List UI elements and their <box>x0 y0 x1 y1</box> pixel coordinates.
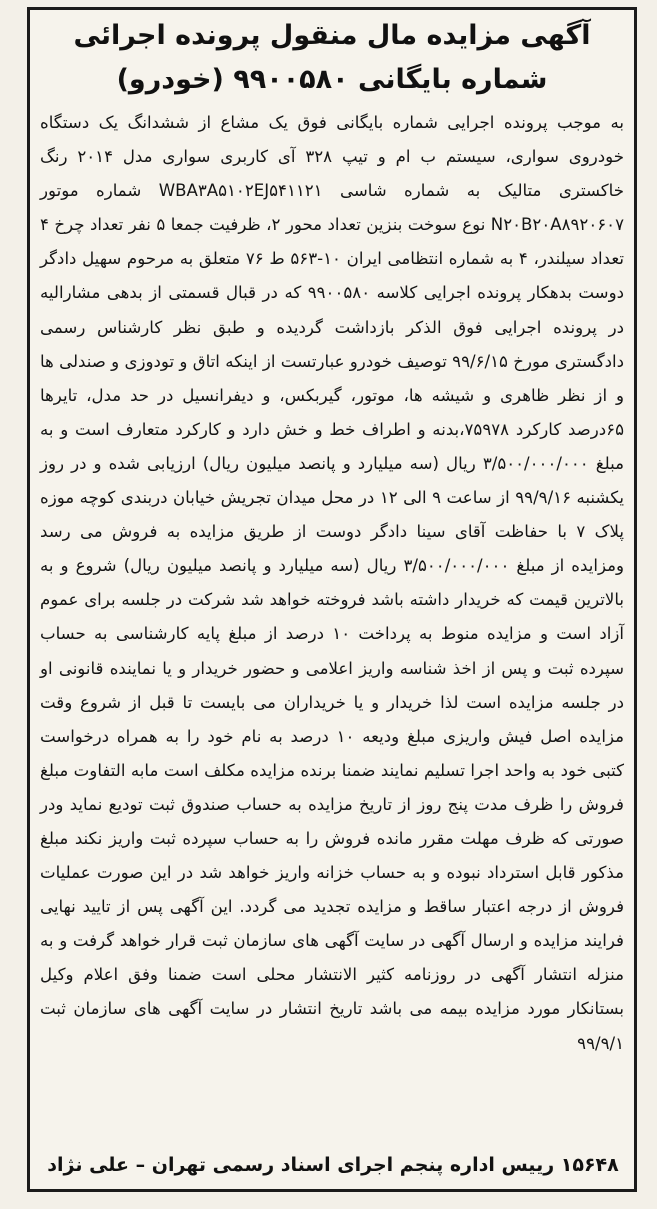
notice-signature: ۱۵۶۴۸ رییس اداره پنجم اجرای اسناد رسمی تهران – علی نژاد <box>47 1154 619 1176</box>
notice-title: آگهی مزایده مال منقول پرونده اجرائی شماره بایگانی ۹۹۰۰۵۸۰ (خودرو) <box>73 20 591 95</box>
notice-body: به موجب پرونده اجرایی شماره بایگانی فوق یک مشاع از ششدانگ یک دستگاه خودروی سواری، سیستم ب ام و تیپ ۳۲۸ آی کاربری سواری مدل ۲۰۱۴ رنگ خاکستری متالیک به شماره شاسی WBA۳A۵۱۰۲EJ۵۴۱۱۲۱ شماره موتور N۲۰B۲۰A۸۹۲۰۶۰۷ نوع سوخت بنزین تعداد محور ۲، ظرفیت جمعا ۵ نفر تعداد چرخ ۴ تعداد سیلندر، ۴ به شماره انتظامی ایران ۱۰-۵۶۳ ط ۷۶ متعلق به مرحوم سهیل دادگر دوست بدهکار پرونده اجرایی کلاسه ۹۹۰۰۵۸۰ که در قبال قسمتی از بدهی مشارالیه در پرونده اجرایی فوق الذکر بازداشت گردیده و طبق نظر کارشناس رسمی دادگستری مورخ ۹۹/۶/۱۵ توصیف خودرو عبارتست از اینکه اتاق و تودوزی و صندلی ها و از نظر ظاهری و شیشه ها، موتور، گیربکس، و دیفرانسیل در حد مدل، تایرها ۶۵درصد کارکرد ۷۵۹۷۸،بدنه و اطراف خط و خش دارد و کارکرد متعارف است و به مبلغ ۳/۵۰۰/۰۰۰/۰۰۰ ریال (سه میلیارد و پانصد میلیون ریال) ارزیابی شده و در روز یکشنبه ۹۹/۹/۱۶ از ساعت ۹ الی ۱۲ در محل میدان تجریش خیابان دربندی کوچه موزه پلاک ۷ با حفاظت آقای سینا دادگر دوست از طریق مزایده به فروش می رسد ومزایده از مبلغ ۳/۵۰۰/۰۰۰/۰۰۰ ریال (سه میلیارد و پانصد میلیون ریال) شروع و به بالاترین قیمت که خریدار داشته باشد فروخته خواهد شد شرکت در جلسه برای عموم آزاد است و مزایده منوط به پرداخت ۱۰ درصد از مبلغ پایه کارشناسی به حساب سپرده ثبت و پس از اخذ شناسه واریز اعلامی و حضور خریدار و یا نماینده قانونی او در جلسه مزایده است لذا خریدار و یا خریداران می بایست تا قبل از شروع وقت مزایده اصل فیش واریزی مبلغ ودیعه ۱۰ درصد به نام خود را به همراه درخواست کتبی خود به واحد اجرا تسلیم نمایند ضمنا برنده مزایده مکلف است مابه التفاوت مبلغ فروش را ظرف مدت پنج روز از تاریخ مزایده به حساب صندوق ثبت تودیع نماید ودر صورتی که ظرف مهلت مقرر مانده فروش را به حساب سپرده ثبت واریز نکند مبلغ مذکور قابل استرداد نبوده و به حساب خزانه واریز خواهد شد در این صورت عملیات فروش از درجه اعتبار ساقط و مزایده تجدید می گردد. این آگهی پس از تایید نهایی فرایند مزایده و ارسال آگهی در سایت آگهی های سازمان ثبت قرار خواهد گرفت و به منزله انتشار آگهی در روزنامه کثیر الانتشار محلی است ضمنا وفق اعلام وکیل بستانکار مورد مزایده بیمه می باشد تاریخ انتشار در سایت آگهی های سازمان ثبت ۹۹/۹/۱ <box>40 113 625 1053</box>
